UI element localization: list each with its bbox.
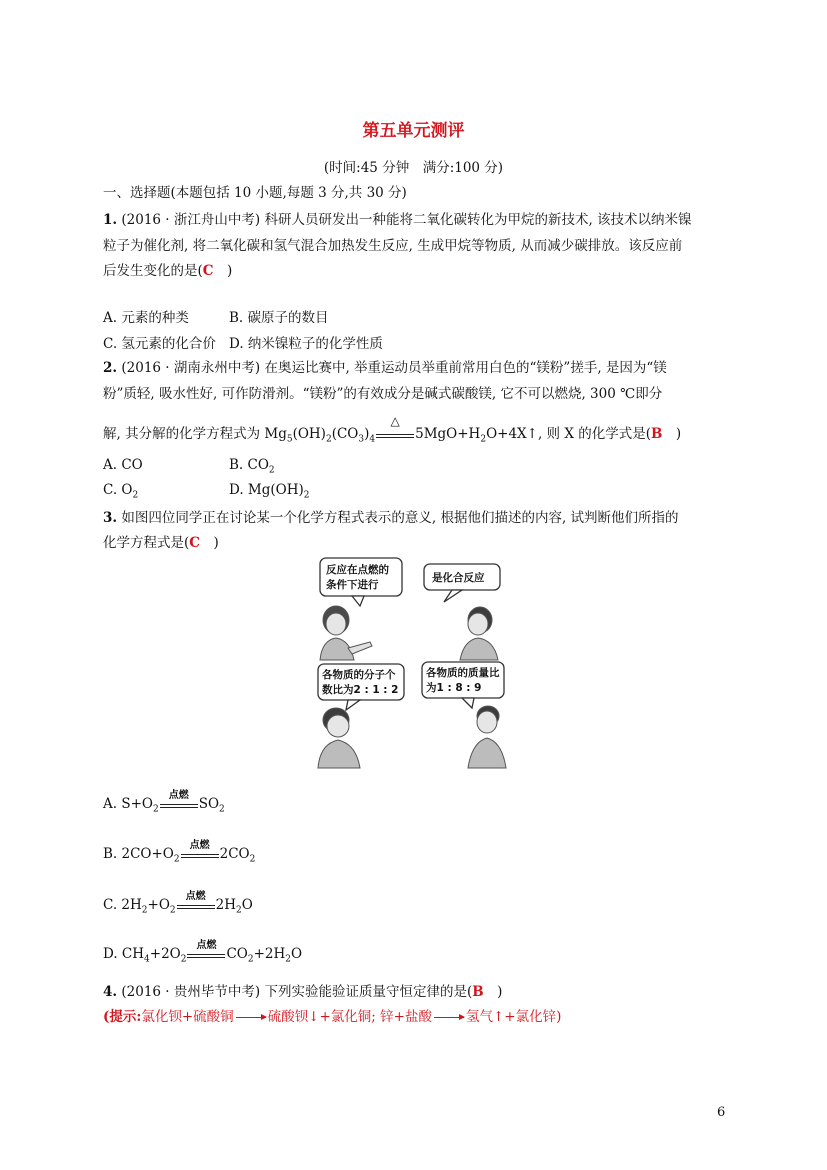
- bubble4-line1: 各物质的质量比: [426, 667, 500, 679]
- q3-option-c: C. $2H_2+O_2$ 点燃 $2H_2O$: [103, 890, 253, 916]
- q1-number: 1.: [103, 212, 118, 228]
- q1-text1: (2016 · 浙江舟山中考) 科研人员研发出一种能将二氧化碳转化为甲烷的新技术, 该技术以纳米镍: [117, 212, 692, 228]
- ignite-arrow: 点燃: [187, 948, 225, 962]
- q2-text1: (2016 · 湖南永州中考) 在奥运比赛中, 举重运动员举重前常用白色的“镁粉”搓手, 是因为“镁: [117, 360, 667, 376]
- bubble1-line1: 反应在点燃的: [326, 564, 389, 576]
- bubble4-line2: 为1 : 8 : 9: [426, 682, 482, 694]
- q3-line1: [103, 506, 679, 526]
- q2-close: ): [662, 426, 682, 442]
- q1-close: ): [213, 263, 233, 279]
- q2-option-a: A. CO: [103, 457, 143, 473]
- q1-option-a: A. 元素的种类: [103, 310, 189, 326]
- bubble3-line2: 数比为2 : 1 : 2: [322, 684, 399, 696]
- q2-number: 2.: [103, 360, 118, 376]
- reaction-arrow: [434, 1017, 464, 1018]
- q3-number: 3.: [103, 510, 118, 526]
- q1-line2: 粒子为催化剂, 将二氧化碳和氢气混合加热发生反应, 生成甲烷等物质, 从而减少碳排放。该反应前: [103, 238, 683, 254]
- q3-line2: [103, 531, 219, 551]
- q2-text3b: 5MgO+H: [415, 426, 481, 442]
- q3-option-d: D. $CH_4+2O_2$ 点燃 $CO_2+2H_2O$: [103, 939, 303, 965]
- q1-option-d: D. 纳米镍粒子的化学性质: [229, 336, 383, 352]
- q2-option-c: C. $O_2$: [103, 482, 139, 501]
- q2-option-d: D. $Mg(OH)_2$: [229, 482, 310, 501]
- q3-answer: C: [189, 535, 201, 551]
- q2-text3a: 解, 其分解的化学方程式为 Mg: [103, 426, 287, 442]
- ignite-arrow: 点燃: [177, 899, 215, 913]
- page-number: 6: [717, 1105, 726, 1120]
- bubble1-line2: 条件下进行: [326, 579, 379, 591]
- q2-line1: [103, 356, 667, 376]
- q2-line3: 解, 其分解的化学方程式为 $Mg_5(OH)_2(CO_3)_4$ △ $5MgO+H_2O+4X↑$, 则 X 的化学式是(B ): [103, 413, 682, 445]
- q3-text2: 化学方程式是(: [103, 535, 190, 551]
- page-title: 第五单元测评: [362, 121, 465, 141]
- q1-line1: [103, 208, 692, 228]
- ignite-arrow: 点燃: [160, 798, 198, 812]
- q4-answer: B: [472, 984, 484, 1000]
- q3-option-a: A. $S+O_2$ 点燃 $SO_2$: [103, 789, 225, 815]
- discussion-figure: [312, 556, 508, 770]
- reaction-arrow: [236, 1017, 266, 1018]
- heat-arrow: [376, 413, 414, 442]
- q4-number: 4.: [103, 984, 118, 1000]
- discussion-illustration: [312, 556, 508, 770]
- q1-line3: [103, 259, 232, 279]
- q1-answer: C: [202, 263, 214, 279]
- section-heading: 一、选择题(本题包括 10 小题,每题 3 分,共 30 分): [103, 185, 407, 201]
- q2-text3c: O+4X↑, 则 X 的化学式是(: [486, 426, 651, 442]
- q4-text1: (2016 · 贵州毕节中考) 下列实验能验证质量守恒定律的是(: [117, 984, 473, 1000]
- q3-option-b: B. $2CO+O_2$ 点燃 $2CO_2$: [103, 839, 256, 865]
- q2-line2: 粉”质轻, 吸水性好, 可作防滑剂。“镁粉”的有效成分是碱式碳酸镁, 它不可以燃烧, 300 ℃即分: [103, 386, 663, 402]
- q4-line1: [103, 980, 502, 1000]
- hint-label: (提示:: [103, 1009, 142, 1025]
- q2-answer: B: [651, 426, 663, 442]
- q3-text1: 如图四位同学正在讨论某一个化学方程式表示的意义, 根据他们描述的内容, 试判断他们所指的: [117, 510, 679, 526]
- q4-close: ): [483, 984, 503, 1000]
- q1-option-b: B. 碳原子的数目: [229, 310, 329, 326]
- q1-text3: 后发生变化的是(: [103, 263, 203, 279]
- bubble3-line1: 各物质的分子个: [322, 669, 396, 681]
- q3-close: ): [200, 535, 219, 551]
- heat-symbol: △: [390, 413, 400, 428]
- q2-option-b: B. $CO_2$: [229, 457, 275, 476]
- bubble2-text: 是化合反应: [432, 572, 485, 584]
- ignite-arrow: 点燃: [181, 848, 219, 862]
- exam-info: (时间:45 分钟 满分:100 分): [323, 160, 504, 176]
- q1-option-c: C. 氢元素的化合价: [103, 336, 216, 352]
- q4-hint: (提示:氯化钡+硫酸铜 硫酸钡↓+氯化铜; 锌+盐酸 氢气↑+氯化锌): [103, 1009, 562, 1025]
